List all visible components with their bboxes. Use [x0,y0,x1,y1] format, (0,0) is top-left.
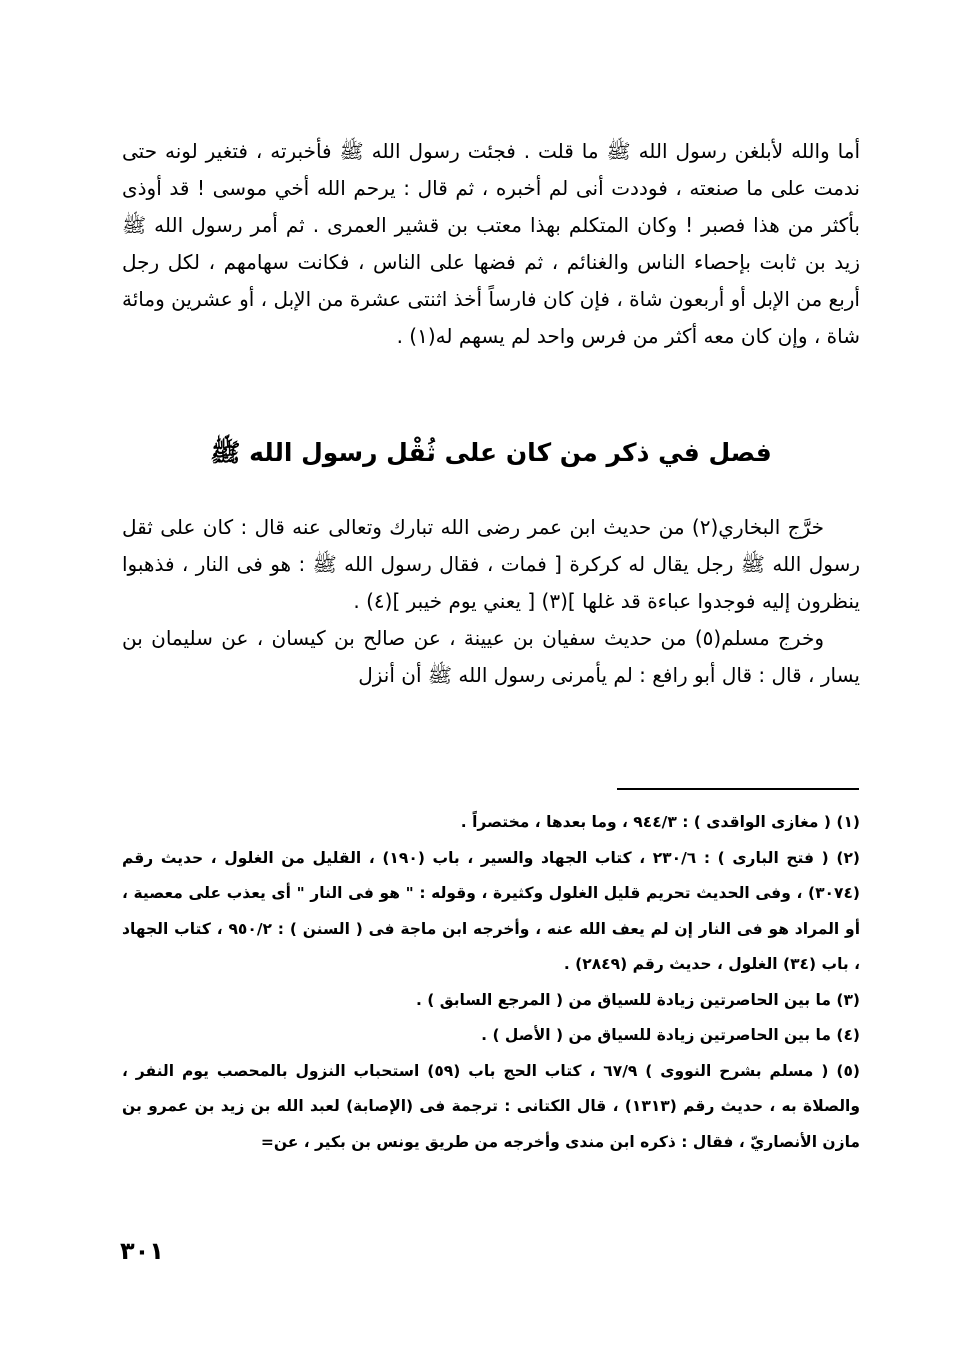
footnote-divider [617,788,859,790]
paragraph-3: وخرج مسلم(٥) من حديث سفيان بن عيينة ، عن صالح بن كيسان ، عن سليمان بن يسار ، قال : قال أبو رافع : لم يأمرنى رسول الله ﷺ أن أنزل [122,626,860,687]
footnote-5 [122,1054,860,1161]
footnote-number: (٥) [836,1061,860,1080]
footnote-text: ( مغازى الواقدى ) : ٩٤٤/٣ ، وما بعدها ، مختصراً . [460,813,831,831]
footnotes [122,805,860,1160]
footnote-2 [122,841,860,983]
footnote-number: (١) [836,813,860,831]
footnote-text: ( فتح البارى ) : ٢٣٠/٦ ، كتاب الجهاد والسير ، باب (١٩٠) ، القليل من الغلول ، حديث رقم (٣٠٧٤) ، وفى الحديث تحريم قليل الغلول وكثيرة ، وقوله : " هو فى النار " أى يعذب على معصية ، أو المراد هو فى النار إن لم يعف الله عنه ، وأخرجه ابن ماجة فى ( السنن ) : ٩٥٠/٢ ، كتاب الجهاد ، باب (٣٤) الغلول ، حديث رقم (٢٨٤٩) . [122,848,861,973]
paragraph-2: خرَّج البخاري(٢) من حديث ابن عمر رضى الله تبارك وتعالى عنه قال : كان على ثقل رسول الله ﷺ رجل يقال له كركرة [ فمات ، فقال رسول الله ﷺ : هو فى النار ، فذهبوا ينظرون إليه فوجدوا عباءة قد غلها ](٣) [ يعني يوم خيبر ](٤) . [122,515,860,613]
body-text-top [122,133,860,355]
paragraph-1: أما والله لأبلغن رسول الله ﷺ ما قلت . فجئت رسول الله ﷺ فأخبرته ، فتغير لونه حتى ندمت على ما صنعته ، فوددت أنى لم أخبره ، ثم قال : يرحم الله أخي موسى ! قد أوذى بأكثر من هذا فصبر ! وكان المتكلم بهذا معتب بن قشير العمرى . ثم أمر رسول الله ﷺ زيد بن ثابت بإحصاء الناس والغنائم ، ثم فضها على الناس ، فكانت سهامهم ، لكل رجل أربع من الإبل أو أربعون شاة ، فإن كان فارساً أخذ اثنتى عشرة من الإبل ، أو عشرين ومائة شاة ، وإن كان معه أكثر من فرس واحد لم يسهم له(١) . [122,139,860,348]
footnote-number: (٤) [836,1026,860,1044]
footnote-text: ما بين الحاصرتين زيادة للسياق من ( الأصل ) . [481,1026,831,1044]
footnote-text: ما بين الحاصرتين زيادة للسياق من ( المرجع السابق ) . [415,990,831,1009]
footnote-4 [122,1018,860,1054]
body-text-section [122,509,860,694]
footnote-number: (٢) [836,848,860,867]
page-number: ٣٠١ [120,1237,164,1265]
footnote-3 [122,983,860,1019]
footnote-1 [122,805,860,841]
section-heading: فصل في ذكر من كان على ثُقْل رسول الله ﷺ [210,438,772,467]
footnote-number: (٣) [836,990,860,1009]
footnote-text: ( مسلم بشرح النووى ) ٦٧/٩ ، كتاب الحج باب (٥٩) استحباب النزول بالمحصب يوم النفر ، والصلاة به ، حديث رقم (١٣١٣) ، قال الكتانى : ترجمة فى (الإصابة) لعبد الله بن زيد بن عمرو بن مازن الأنصاريّ ، فقال : ذكره ابن مندى وأخرجه من طريق يونس بن بكير ، عن= [122,1061,860,1151]
